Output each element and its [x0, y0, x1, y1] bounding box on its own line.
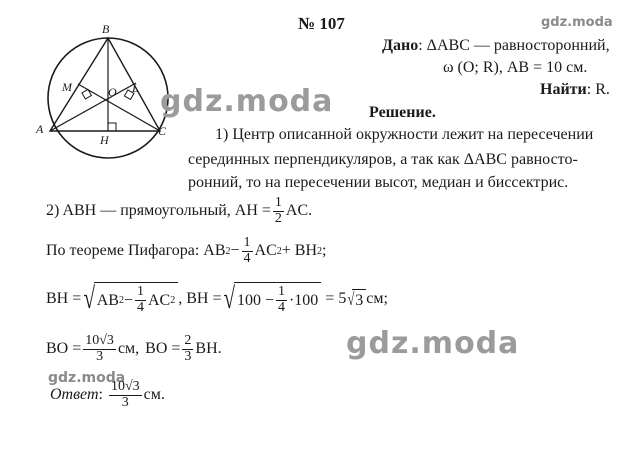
watermark-top-right: gdz.moda: [541, 15, 613, 30]
bo-fraction: $\frac{10√3}{3}$: [85, 333, 114, 364]
label-c: C: [158, 124, 167, 138]
label-l: L: [132, 81, 139, 95]
answer-fraction: $\frac{10√3}{3}$: [110, 379, 140, 410]
label-a: A: [36, 122, 44, 136]
step2-line: 2) ABH — прямоугольный, AH = $\frac{1}{2}$ AC.: [46, 195, 313, 226]
watermark-big-1: gdz.moda: [160, 84, 334, 119]
find-line: Найти: R.: [540, 81, 610, 98]
step1-line2: серединных перпендикуляров, а так как ΔABC равносто-: [188, 151, 578, 168]
watermark-big-2: gdz.moda: [346, 326, 520, 361]
pythagoras-fraction: $\frac{1}{4}$: [243, 235, 251, 266]
watermark-bottom-left: gdz.moda: [48, 370, 126, 386]
pythagoras-line: По теореме Пифагора: AB 2 − $\frac{1}{4}$ AC 2 + BH 2 ;: [46, 235, 327, 266]
bh-radical-2: √ 100 − $\frac{1}{4}$ ·100: [221, 282, 321, 316]
label-o: O: [108, 85, 117, 99]
problem-number: № 107: [298, 14, 345, 33]
bh-result-radical: √ 3: [346, 289, 366, 310]
given-line1: Дано: ΔABC — равносторонний,: [382, 37, 610, 54]
answer-label: Ответ: [50, 386, 99, 404]
label-b: B: [102, 22, 110, 36]
bo-line: BO = $\frac{10√3}{3}$ см, BO = $\frac{2}{3}$ BH.: [46, 333, 222, 364]
bh-line: BH = √ AB 2 − $\frac{1}{4}$ AC 2 , BH = √ 100 − $\frac{1}{4}$ ·100 = 5 √ 3 см;: [46, 282, 388, 315]
given-line2: ω (O; R), AB = 10 см.: [443, 59, 588, 76]
given-label: Дано: [382, 37, 419, 54]
right-angle-h: [108, 123, 116, 131]
label-h: H: [100, 133, 109, 147]
bo-fraction-2: $\frac{2}{3}$: [184, 333, 192, 364]
step2-fraction: $\frac{1}{2}$: [274, 195, 282, 226]
step1-line1: 1) Центр описанной окружности лежит на пересечении: [215, 126, 594, 143]
step1-line3: ронний, то на пересечении высот, медиан и биссектрис.: [188, 174, 569, 191]
answer-line: Ответ : $\frac{10√3}{3}$ см.: [50, 379, 165, 410]
bh-radical-1: √ AB 2 − $\frac{1}{4}$ AC 2: [81, 282, 178, 316]
find-label: Найти: [540, 81, 587, 98]
solution-title: Решение.: [369, 104, 436, 121]
label-m: M: [62, 80, 72, 94]
median-cl: [78, 84, 160, 131]
